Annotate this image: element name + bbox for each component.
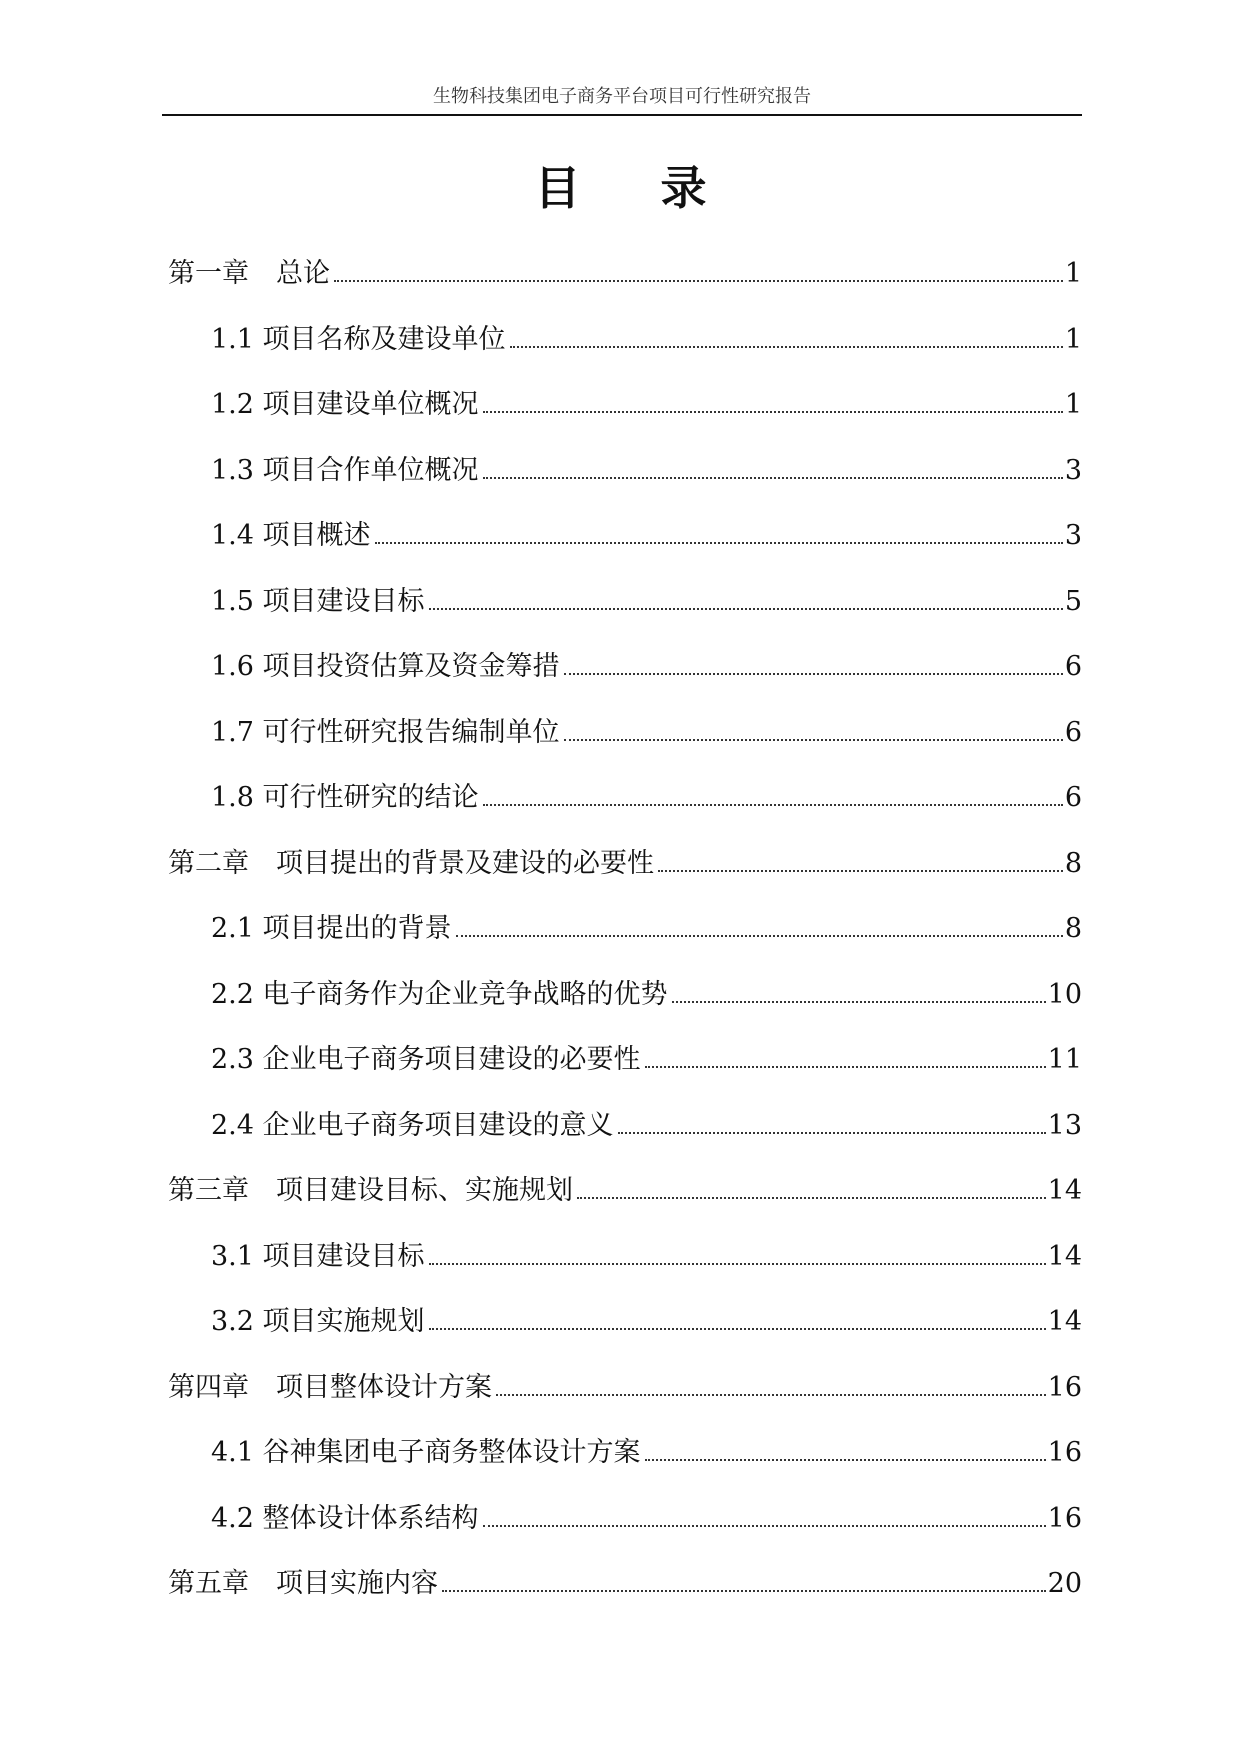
toc-page-number: 16: [1047, 1437, 1082, 1468]
toc-page-number: 20: [1047, 1568, 1082, 1599]
dot-leader: [645, 1038, 1046, 1068]
toc-entry-section-2-2[interactable]: [168, 973, 1082, 1039]
toc-entry-text: 2.2 电子商务作为企业竞争战略的优势: [211, 978, 668, 1010]
toc-entry-section-1-3[interactable]: [168, 449, 1082, 515]
toc-page-number: 8: [1064, 913, 1082, 944]
toc-entry-text: 1.4 项目概述: [211, 520, 371, 551]
toc-entry-section-1-8[interactable]: [168, 776, 1082, 842]
toc-entry-chapter-2[interactable]: [168, 842, 1082, 908]
toc-entry-text: 4.1 谷神集团电子商务整体设计方案: [211, 1437, 641, 1468]
dot-leader: [375, 514, 1063, 544]
dot-leader: [483, 776, 1063, 806]
toc-entry-section-1-2[interactable]: [168, 383, 1082, 449]
toc-entry-text: 3.1 项目建设目标: [211, 1240, 425, 1272]
toc-page-number: 1: [1064, 389, 1082, 420]
dot-leader: [429, 1300, 1046, 1330]
toc-entry-text: 1.2 项目建设单位概况: [211, 389, 479, 420]
toc-entry-text: 2.4 企业电子商务项目建设的意义: [211, 1109, 614, 1141]
toc-page-number: 14: [1047, 1306, 1082, 1337]
toc-entry-text: 1.7 可行性研究报告编制单位: [211, 716, 560, 748]
toc-entry-section-2-3[interactable]: [168, 1038, 1082, 1104]
toc-page-number: 14: [1047, 1175, 1082, 1206]
toc-page-number: 8: [1064, 847, 1082, 879]
toc-entry-text: 第二章 项目提出的背景及建设的必要性: [168, 847, 654, 879]
dot-leader: [564, 711, 1063, 741]
toc-entry-text: 第一章 总论: [168, 258, 330, 289]
toc-page-number: 16: [1047, 1502, 1082, 1534]
dot-leader: [456, 907, 1063, 937]
toc-page-number: 16: [1047, 1371, 1082, 1403]
toc-page-number: 1: [1064, 258, 1082, 289]
toc-entry-section-4-2[interactable]: [168, 1497, 1082, 1563]
toc-page-number: 3: [1064, 454, 1082, 486]
toc-list: [168, 252, 1082, 1628]
toc-entry-chapter-5[interactable]: [168, 1562, 1082, 1628]
dot-leader: [510, 318, 1063, 348]
toc-page-number: 5: [1064, 585, 1082, 617]
toc-entry-text: 1.6 项目投资估算及资金筹措: [211, 651, 560, 682]
toc-entry-section-1-6[interactable]: [168, 645, 1082, 711]
dot-leader: [442, 1562, 1046, 1592]
dot-leader: [672, 973, 1046, 1003]
dot-leader: [483, 449, 1063, 479]
toc-entry-chapter-1[interactable]: [168, 252, 1082, 318]
dot-leader: [496, 1366, 1046, 1396]
toc-page-number: 6: [1064, 651, 1082, 682]
dot-leader: [577, 1169, 1046, 1199]
toc-entry-text: 2.3 企业电子商务项目建设的必要性: [211, 1044, 641, 1075]
toc-title: 目录: [534, 161, 787, 215]
toc-page-number: 3: [1064, 520, 1082, 551]
toc-entry-section-1-4[interactable]: [168, 514, 1082, 580]
dot-leader: [483, 383, 1063, 413]
toc-entry-text: 1.3 项目合作单位概况: [211, 454, 479, 486]
dot-leader: [564, 645, 1063, 675]
toc-entry-section-3-1[interactable]: [168, 1235, 1082, 1301]
dot-leader: [658, 842, 1063, 872]
toc-page-number: 14: [1047, 1240, 1082, 1272]
toc-entry-text: 4.2 整体设计体系结构: [211, 1502, 479, 1534]
running-header: 生物科技集团电子商务平台项目可行性研究报告: [433, 86, 811, 107]
toc-entry-section-1-7[interactable]: [168, 711, 1082, 777]
toc-entry-text: 1.1 项目名称及建设单位: [211, 323, 506, 355]
toc-page-number: 13: [1047, 1109, 1082, 1141]
dot-leader: [483, 1497, 1046, 1527]
toc-entry-section-2-4[interactable]: [168, 1104, 1082, 1170]
dot-leader: [334, 252, 1063, 282]
toc-entry-text: 2.1 项目提出的背景: [211, 913, 452, 944]
dot-leader: [618, 1104, 1046, 1134]
toc-entry-text: 第四章 项目整体设计方案: [168, 1371, 492, 1403]
toc-entry-text: 3.2 项目实施规划: [211, 1306, 425, 1337]
toc-entry-section-3-2[interactable]: [168, 1300, 1082, 1366]
toc-entry-text: 1.5 项目建设目标: [211, 585, 425, 617]
toc-page-number: 1: [1064, 323, 1082, 355]
toc-entry-section-1-5[interactable]: [168, 580, 1082, 646]
toc-page-number: 6: [1064, 716, 1082, 748]
toc-entry-text: 第五章 项目实施内容: [168, 1568, 438, 1599]
dot-leader: [429, 1235, 1046, 1265]
toc-entry-text: 1.8 可行性研究的结论: [211, 782, 479, 813]
dot-leader: [429, 580, 1063, 610]
toc-entry-section-2-1[interactable]: [168, 907, 1082, 973]
toc-entry-chapter-3[interactable]: [168, 1169, 1082, 1235]
header-divider: [162, 114, 1082, 116]
toc-entry-text: 第三章 项目建设目标、实施规划: [168, 1175, 573, 1206]
dot-leader: [645, 1431, 1046, 1461]
toc-page-number: 11: [1047, 1044, 1082, 1075]
toc-entry-section-1-1[interactable]: [168, 318, 1082, 384]
toc-page-number: 10: [1047, 978, 1082, 1010]
toc-entry-section-4-1[interactable]: [168, 1431, 1082, 1497]
toc-entry-chapter-4[interactable]: [168, 1366, 1082, 1432]
toc-page-number: 6: [1064, 782, 1082, 813]
